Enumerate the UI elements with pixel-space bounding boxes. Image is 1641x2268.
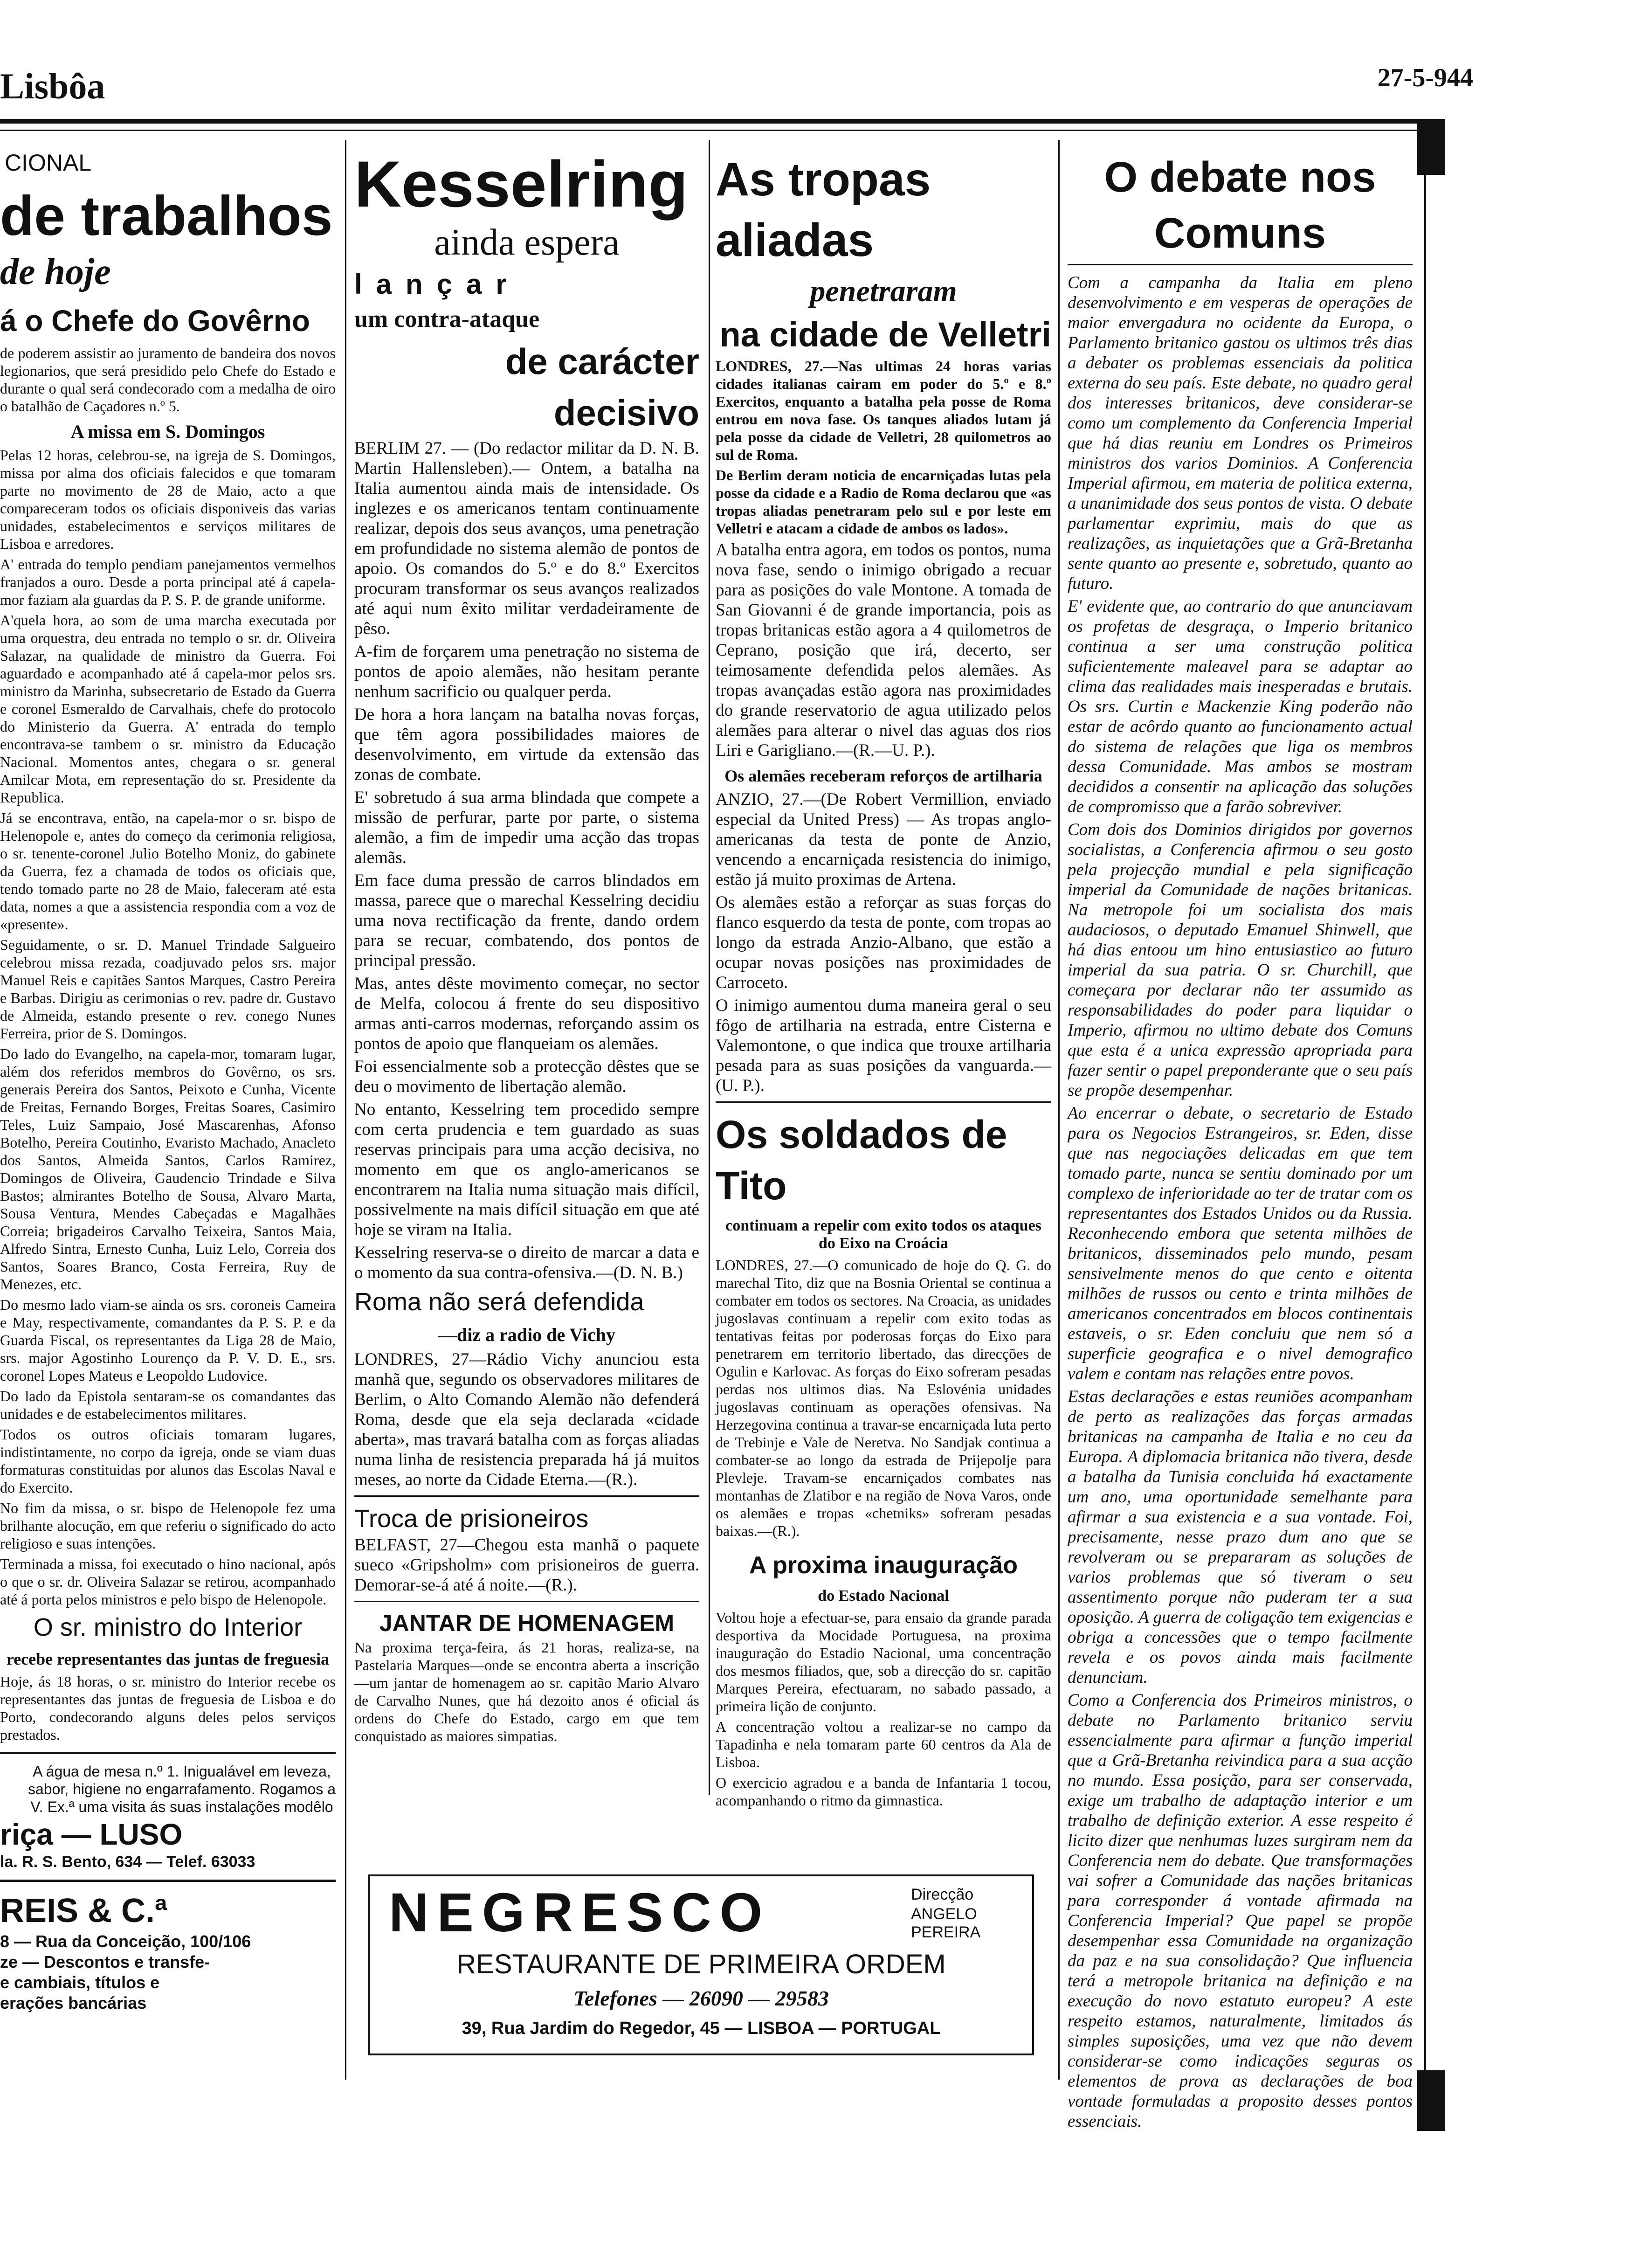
subheading: —diz a radio de Vichy: [438, 1324, 616, 1345]
headline-line-2: penetraram: [810, 274, 957, 308]
paragraph: Mas, antes dêste movimento começar, no sector de Melfa, colocou á frente do seu dispositivo armas anti-carros modernas, reforçando assim os pontos de apoio que flanqueiam os alemães.: [354, 974, 699, 1053]
paragraph: Todos os outros oficiais tomaram lugares, indistintamente, no corpo da igreja, onde se viam duas formaturas constituidas por alunos das Escolas Naval e do Exercito.: [0, 1426, 336, 1496]
paragraph: No fim da missa, o sr. bispo de Helenopole fez uma brilhante alocução, em que referiu o significado do acto religioso e suas intenções.: [0, 1500, 336, 1552]
paragraph: LONDRES, 27—Rádio Vichy anunciou esta manhã que, segundo os observadores militares de Berlim, o Alto Comando Alemão não defenderá Roma, desde que ela seja declarada «cidade aberta», mas travará batalha com as forças aliadas numa linha de resistencia preparada há já muitos meses, ao norte da Cidade Eterna.—(R.).: [354, 1350, 699, 1489]
ad-negresco-tagline: RESTAURANTE DE PRIMEIRA ORDEM: [456, 1949, 946, 1979]
section-kicker: CIONAL: [5, 150, 92, 176]
margin-bar: [1417, 2070, 1445, 2131]
ad-negresco-director: ANGELO PEREIRA: [911, 1905, 981, 1941]
margin-line: [1424, 119, 1426, 2129]
headline-jantar: JANTAR DE HOMENAGEM: [379, 1610, 675, 1636]
subheading: continuam a repelir com exito todos os ataques do Eixo na Croácia: [725, 1217, 1041, 1252]
column-2: [354, 149, 699, 1791]
ad-negresco-name: NEGRESCO: [389, 1882, 771, 1943]
headline-line-5: de carácter decisivo: [505, 341, 699, 433]
headline-inauguracao: A proxima inauguração: [749, 1552, 1018, 1579]
headline-troca: Troca de prisioneiros: [354, 1505, 589, 1533]
paragraph: De Berlim deram noticia de encarniçadas lutas pela posse da cidade e a Radio de Roma declarou que «as tropas aliadas penetraram pelo sul e por leste em Velletri e atacam a cidade de ambos os lados».: [716, 467, 1051, 537]
headline-line-3: na cidade de Velletri: [719, 315, 1051, 354]
headline: As tropas aliadas: [716, 153, 931, 266]
headline-3: á o Chefe do Govêrno: [0, 304, 310, 338]
subheading: A missa em S. Domingos: [70, 421, 265, 442]
headline-line-2: ainda espera: [434, 222, 620, 263]
paragraph: Estas declarações e estas reuniões acompanham de perto as realizações das forças armadas britanicas na campanha de Italia e no ceu da Europa. A diplomacia britanica não tivera, desde a batalha da Tunisia concluida há exactamente um ano, uma oportunidade semelhante para afirmar a sua existencia e a sua vontade. Foi, precisamente, nesse prazo dum ano que se revolveram ou se prepararam as soluções de varios problemas que só tiveram o seu assentimento porque não puderam ter a sua oposição. A guerra de coligação tem exigencias e obriga a concessões que o tempo facilmente revela e os povos ainda mais facilmente denunciam.: [1068, 1387, 1413, 1687]
masthead-rule-thin: [0, 130, 1427, 131]
masthead-title: Lisbôa: [0, 66, 105, 106]
paragraph: O exercicio agradou e a banda de Infantaria 1 tocou, acompanhando o ritmo da gimnastica.: [716, 1774, 1051, 1809]
divider: [0, 1880, 336, 1882]
divider: [354, 1495, 699, 1497]
masthead-date: 27-5-944: [1377, 63, 1473, 92]
paragraph: ANZIO, 27.—(De Robert Vermillion, enviado especial da United Press) — As tropas anglo-americanas da testa de ponte de Anzio, vencendo a encarniçada resistencia do inimigo, estão já muito proximas de Artena.: [716, 790, 1051, 889]
ad-reis-line: 8 — Rua da Conceição, 100/106: [0, 1932, 251, 1951]
paragraph: A-fim de forçarem uma penetração no sistema de pontos de apoio alemães, não hesitam perante nenhum sacrificio ou qualquer perda.: [354, 642, 699, 701]
subheading: do Estado Nacional: [818, 1587, 949, 1604]
headline-roma: Roma não será defendida: [354, 1288, 644, 1316]
divider: [716, 1101, 1051, 1103]
ad-reis-line: ze — Descontos e transfe-: [0, 1952, 210, 1971]
ad-negresco: [368, 1874, 1034, 2055]
paragraph: Do lado do Evangelho, na capela-mor, tomaram lugar, além dos referidos membros do Govêrno, os srs. generais Pereira dos Santos, Peixoto e Cunha, Vicente de Freitas, Fernando Borges, Freitas Soares, Casimiro Teles, Luiz Sampaio, José Mascarenhas, Afonso Botelho, Pereira Coutinho, Evaristo Machado, Anacleto dos Santos, Almeida Santos, Carlos Ramirez, Domingos de Oliveira, Gaudencio Trindade e Silva Bastos; almirantes Botelho de Sousa, Alvaro Marta, Sousa Ventura, Mendes Cabeçadas e Magalhães Correia; brigadeiros Carvalho Teixeira, Santos Maia, Alfredo Sintra, Ernesto Cunha, Luiz Lelo, Correia dos Santos, Soares Branco, Costa Ferreira, Ruy de Menezes, etc.: [0, 1045, 336, 1293]
paragraph: BERLIM 27. — (Do redactor militar da D. N. B. Martin Hallensleben).— Ontem, a batalha na Italia aumentou ainda mais de intensidade. Os inglezes e os americanos tentam continuamente realizar, depois dos seus avanços, uma penetração em profundidade no sistema alemão de pontos de apoio. Os comandos do 5.º e do 8.º Exercitos procuram transformar os seus avanços realizados até aqui num êxito militar verdadeiramente de pêso.: [354, 439, 699, 638]
paragraph: Com a campanha da Italia em pleno desenvolvimento e em vesperas de operações de maior envergadura no ocidente da Europa, o Parlamento britanico gastou os ultimos três dias a debater os problemas essenciais da politica externa do seu país. Este debate, no quadro geral dos interesses britanicos, deve considerar-se como um complemento da Conferencia Imperial que há dias reuniu em Londres os Primeiros ministros dos varios Dominios. A Conferencia Imperial afirmou, em materia de politica externa, a unanimidade dos seus pontos de vista. O debate parlamentar exprimiu, mais do que as realizações, as inquietações que a Grã-Bretanha sente quanto ao presente e, sobretudo, quanto ao futuro.: [1068, 273, 1413, 593]
ad-negresco-address: 39, Rua Jardim do Regedor, 45 — LISBOA — PORTUGAL: [462, 2019, 941, 2038]
paragraph: No entanto, Kesselring tem procedido sempre com certa prudencia e tem guardado as suas reservas principais para uma acção decisiva, no momento em que os anglo-americanos se encontrarem na Italia numa situação mais difícil, possivelmente na mais difícil situação em que até hoje se viram na Italia.: [354, 1100, 699, 1239]
column-3: [716, 149, 1051, 1809]
paragraph: Seguidamente, o sr. D. Manuel Trindade Salgueiro celebrou missa rezada, coadjuvado pelos srs. major Manuel Reis e capitães Santos Marques, Castro Pereira e Barbas. Dirigiu as cerimonias o rev. padre dr. Gustavo de Almeida, estando presente o rev. conego Nunes Ferreira, prior de S. Domingos.: [0, 936, 336, 1042]
paragraph: De hora a hora lançam na batalha novas forças, que têm agora possibilidades maiores de desenvolvimento, em virtude da extensão das zonas de combate.: [354, 705, 699, 784]
headline-tito: Os soldados de Tito: [716, 1113, 1007, 1208]
paragraph: Hoje, ás 18 horas, o sr. ministro do Interior recebe os representantes das juntas de freguesia de Lisboa e do Porto, condecorando alguns deles pelos serviços prestados.: [0, 1673, 336, 1743]
column-rule: [709, 140, 710, 1795]
divider: [1068, 264, 1413, 265]
divider: [0, 1752, 336, 1754]
ad-reis: [0, 1890, 336, 2013]
paragraph: Como a Conferencia dos Primeiros ministros, o debate no Parlamento britanico serviu essencialmente para afirmar a função imperial que a Grã-Bretanha reivindica para a sua acção no mundo. Essa posição, para ser conservada, exige um trabalho de adaptação interior e um trabalho de definição exterior. A esse respeito é licito dizer que nenhumas luzes surgiram nem da Conferencia nem do debate. Que transformações vai sofrer a Comunidade das nações britanicas para corresponder á vontade afirmada na Conferencia Imperial? Que papel se propõe desempenhar essa Comunidade na organização da paz e na sua consolidação? Que influencia terá a metropole britanica na definição e na execução do novo estatuto europeu? A este respeito estamos, naturalmente, limitados ás simples suposições, uma vez que não devem considerar-se como indicações seguras os elementos de prova as declarações de boa vontade formuladas a proposito desses pontos essenciais.: [1068, 1691, 1413, 2131]
paragraph: Com dois dos Dominios dirigidos por governos socialistas, a Conferencia afirmou o seu gosto pela projecção mundial e pela significação imperial da Comunidade de nações britanicas. Na metropole foi um socialista dos mais audaciosos, o deputado Emanuel Shinwell, que há dias entoou um hino entusiastico ao futuro imperial da sua patria. O sr. Churchill, que começara por declarar não ter assumido as responsabilidades do poder para liquidar o Imperio, afirmou no ultimo debate dos Comuns que esta é a unica expressão apropriada para fazer sentir o papel preponderante que o seu país se propõe desempenhar.: [1068, 820, 1413, 1100]
masthead-rule: [0, 119, 1427, 124]
paragraph: Kesselring reserva-se o direito de marcar a data e o momento da sua contra-ofensiva.—(D. N. B.): [354, 1243, 699, 1282]
ad-luso: [0, 1763, 336, 1871]
margin-bar: [1417, 119, 1445, 175]
paragraph: A batalha entra agora, em todos os pontos, numa nova fase, sendo o inimigo obrigado a recuar para as posições do vale Montone. A tomada de San Giovanni é de grande importancia, pois as tropas britanicas estão agora a 4 quilometros de Ceprano, posição que irá, decerto, ser teimosamente defendida pelos alemães. As tropas avançadas estão agora nas proximidades do grande reservatorio de agua utilizado pelos alemães para alterar o nivel das aguas dos rios Liri e Garigliano.—(R.—U. P.).: [716, 540, 1051, 760]
ad-luso-address: la. R. S. Bento, 634 — Telef. 63033: [0, 1853, 255, 1871]
column-1: [0, 149, 336, 2075]
paragraph: Do mesmo lado viam-se ainda os srs. coroneis Cameira e May, respectivamente, comandantes da P. S. P. e da Guarda Fiscal, os representantes da Liga 28 de Maio, srs. major Agostinho Lourenço da P. V. D. E., srs. coronel Lopes Mateus e Leopoldo Ludovice.: [0, 1296, 336, 1384]
paragraph: Em face duma pressão de carros blindados em massa, parece que o marechal Kesselring decidiu uma nova rectificação da frente, dando ordem para se recuar, combatendo, dos pontos de principal pressão.: [354, 871, 699, 970]
ad-negresco-phones: Telefones — 26090 — 29583: [573, 1986, 829, 2010]
paragraph: O inimigo aumentou duma maneira geral o seu fôgo de artilharia na estrada, entre Cisterna e Valemontone, o que indica que trouxe artilharia pesada para as suas posições da vanguarda.—(U. P.).: [716, 996, 1051, 1095]
paragraph: A' entrada do templo pendiam panejamentos vermelhos franjados a ouro. Desde a porta principal até á capela-mor faziam ala guardas da P. S. P. de grande uniforme.: [0, 556, 336, 608]
column-rule: [1058, 140, 1060, 2080]
paragraph: Pelas 12 horas, celebrou-se, na igreja de S. Domingos, missa por alma dos oficiais falecidos e que tomaram parte no movimento de 28 de Maio, acto a que compareceram todos os oficiais disponiveis das varias unidades, estabelecimentos e serviços militares de Lisboa e arredores.: [0, 447, 336, 552]
paragraph: A'quela hora, ao som de uma marcha executada por uma orquestra, deu entrada no templo o sr. dr. Oliveira Salazar, na qualidade de ministro da Guerra. Foi aguardado e acompanhado até á capela-mor pelos srs. ministro da Marinha, subsecretario de Estado da Guerra e coronel Esmeraldo de Carvalhais, chefe do protocolo do Ministerio da Guerra. A' entrada do templo encontrava-se tambem o sr. ministro da Educação Nacional. Momentos antes, chegara o sr. general Amilcar Mota, em representação do sr. Presidente da Republica.: [0, 612, 336, 806]
ad-luso-brand: riça — LUSO: [0, 1818, 183, 1851]
ad-reis-line: erações bancárias: [0, 1993, 147, 2012]
paragraph: E' sobretudo á sua arma blindada que compete a missão de perfurar, parte por parte, o sistema alemão, a fim de impedir uma acção das tropas alemãs.: [354, 788, 699, 867]
column-4: [1068, 149, 1413, 2131]
headline-line-4: um contra-ataque: [354, 306, 540, 332]
paragraph: de poderem assistir ao juramento de bandeira dos novos legionarios, que será presidido pelo Chefe do Estado e durante o qual será condecorado com a medalha de oiro o batalhão de Caçadores n.º 5.: [0, 345, 336, 415]
divider: [354, 1601, 699, 1602]
subheading: recebe representantes das juntas de freguesia: [6, 1650, 330, 1668]
headline: O debate nos Comuns: [1104, 153, 1376, 257]
paragraph: Terminada a missa, foi executado o hino nacional, após o que o sr. dr. Oliveira Salazar se retirou, acompanhado até á porta pelos ministros e pelo bispo de Helenopole.: [0, 1556, 336, 1608]
paragraph: LONDRES, 27.—Nas ultimas 24 horas varias cidades italianas cairam em poder do 5.º e 8.º Exercitos, enquanto a batalha pela posse de Roma entrou em nova fase. Os tanques aliados lutam já pela posse da cidade de Velletri, 28 quilometros ao sul de Roma.: [716, 358, 1051, 463]
headline: Kesselring: [354, 147, 688, 221]
paragraph: Na proxima terça-feira, ás 21 horas, realiza-se, na Pastelaria Marques—onde se encontra aberta a inscrição—um jantar de homenagem ao sr. capitão Mario Alvaro de Carvalho Nunes, que há dezoito anos é oficial ás ordens do Chefe do Estado, cargo em que tem conquistado as maiores simpatias.: [354, 1639, 699, 1744]
subheading: Os alemães receberam reforços de artilharia: [724, 767, 1042, 785]
paragraph: A concentração voltou a realizar-se no campo da Tapadinha e nela tomaram parte 60 centros da Ala de Lisboa.: [716, 1718, 1051, 1770]
ad-luso-text: A água de mesa n.º 1. Inigualável em leveza, sabor, higiene no engarrafamento. Rogamos a V. Ex.ª uma visita ás suas instalações modêlo: [28, 1763, 336, 1815]
ad-reis-line: e cambiais, títulos e: [0, 1973, 160, 1992]
headline: de trabalhos: [0, 185, 333, 247]
paragraph: Foi essencialmente sob a protecção dêstes que se deu o movimento de libertação alemão.: [354, 1057, 699, 1096]
ad-reis-name: REIS & C.ª: [0, 1892, 167, 1929]
paragraph: Do lado da Epistola sentaram-se os comandantes das unidades e de estabelecimentos militares.: [0, 1388, 336, 1422]
paragraph: E' evidente que, ao contrario do que anunciavam os profetas de desgraça, o Imperio britanico continua a ser uma construção politica suficientemente maleavel para se adaptar ao clima das realidades mais inesperadas e brutais. Os srs. Curtin e Mackenzie King poderão não estar de acôrdo quanto ao funcionamento actual do sistema de relações que liga os membros dessa Comunidade. Mas ambos se mostram decididos a consentir na aplicação das soluções de compromisso que a farão sobreviver.: [1068, 597, 1413, 816]
paragraph: Ao encerrar o debate, o secretario de Estado para os Negocios Estrangeiros, sr. Eden, disse que nas negociações delicadas em que tem tomado parte, nunca se sentiu dominado por um complexo de inferioridade ao ter de tratar com os representantes dos Estados Unidos ou da Russia. Reconhecendo embora que setenta milhões de britanicos, disseminados pelo mundo, pesam sensivelmente menos do que cento e oitenta milhões de russos ou cento e trinta milhões de americanos concentrados em blocos continentais estaveis, o sr. Eden concluiu que nem só a superficie geografica e o nivel demografico valem e contam nas relações entre povos.: [1068, 1104, 1413, 1383]
headline-2: de hoje: [0, 251, 111, 292]
paragraph: Os alemães estão a reforçar as suas forças do flanco esquerdo da testa de ponte, com tropas ao longo da estrada Anzio-Albano, que estão a ocupar novas posições nas proximidades de Carroceto.: [716, 893, 1051, 992]
paragraph: LONDRES, 27.—O comunicado de hoje do Q. G. do marechal Tito, diz que na Bosnia Oriental se continua a combater em todos os sectores. Na Croacia, as unidades jugoslavas continuam a repelir com exito todas as tentativas feitas por poderosas forças do Eixo para penetrarem em territorio libertado, das direcções de Ogulin e Karlovac. As forças do Eixo sofreram pesadas perdas nos ultimos dias. Na Eslovénia unidades jugoslavas continuam as operações ofensivas. Na Herzegovina continua a travar-se encarniçada luta perto de Trebinje e Vale de Neretva. No Sandjak continua a combater-se ao longo da estrada de Prijepolje para Plevleje. Travam-se encarniçados combates nas montanhas de Zlatibor e na região de Nova Varos, onde os alemães e tropas «chetniks» sofreram pesadas baixas.—(R.).: [716, 1257, 1051, 1539]
paragraph: Voltou hoje a efectuar-se, para ensaio da grande parada desportiva da Mocidade Portuguesa, na proxima inauguração do Estadio Nacional, uma concentração dos mesmos filiados, que, sob a direcção do sr. capitão Marques Pereira, efectuaram, no sabado passado, a primeira lição de conjunto.: [716, 1609, 1051, 1715]
column-rule: [345, 140, 346, 2080]
ad-negresco-director-label: Direcção: [911, 1886, 974, 1903]
paragraph: BELFAST, 27—Chegou esta manhã o paquete sueco «Gripsholm» com prisioneiros de guerra. Demorar-se-á até á noite.—(R.).: [354, 1535, 699, 1595]
paragraph: Já se encontrava, então, na capela-mor o sr. bispo de Helenopole e, antes do começo da cerimonia religiosa, o sr. tenente-coronel Julio Botelho Moniz, do gabinete da Guerra, fez a chamada de todos os oficiais que, tendo tomado parte no 28 de Maio, faleceram até esta data, nomes a que a assistencia respondia com a voz de «presente».: [0, 809, 336, 933]
headline-line-3: lançar: [354, 269, 521, 300]
headline-interior: O sr. ministro do Interior: [33, 1613, 303, 1641]
